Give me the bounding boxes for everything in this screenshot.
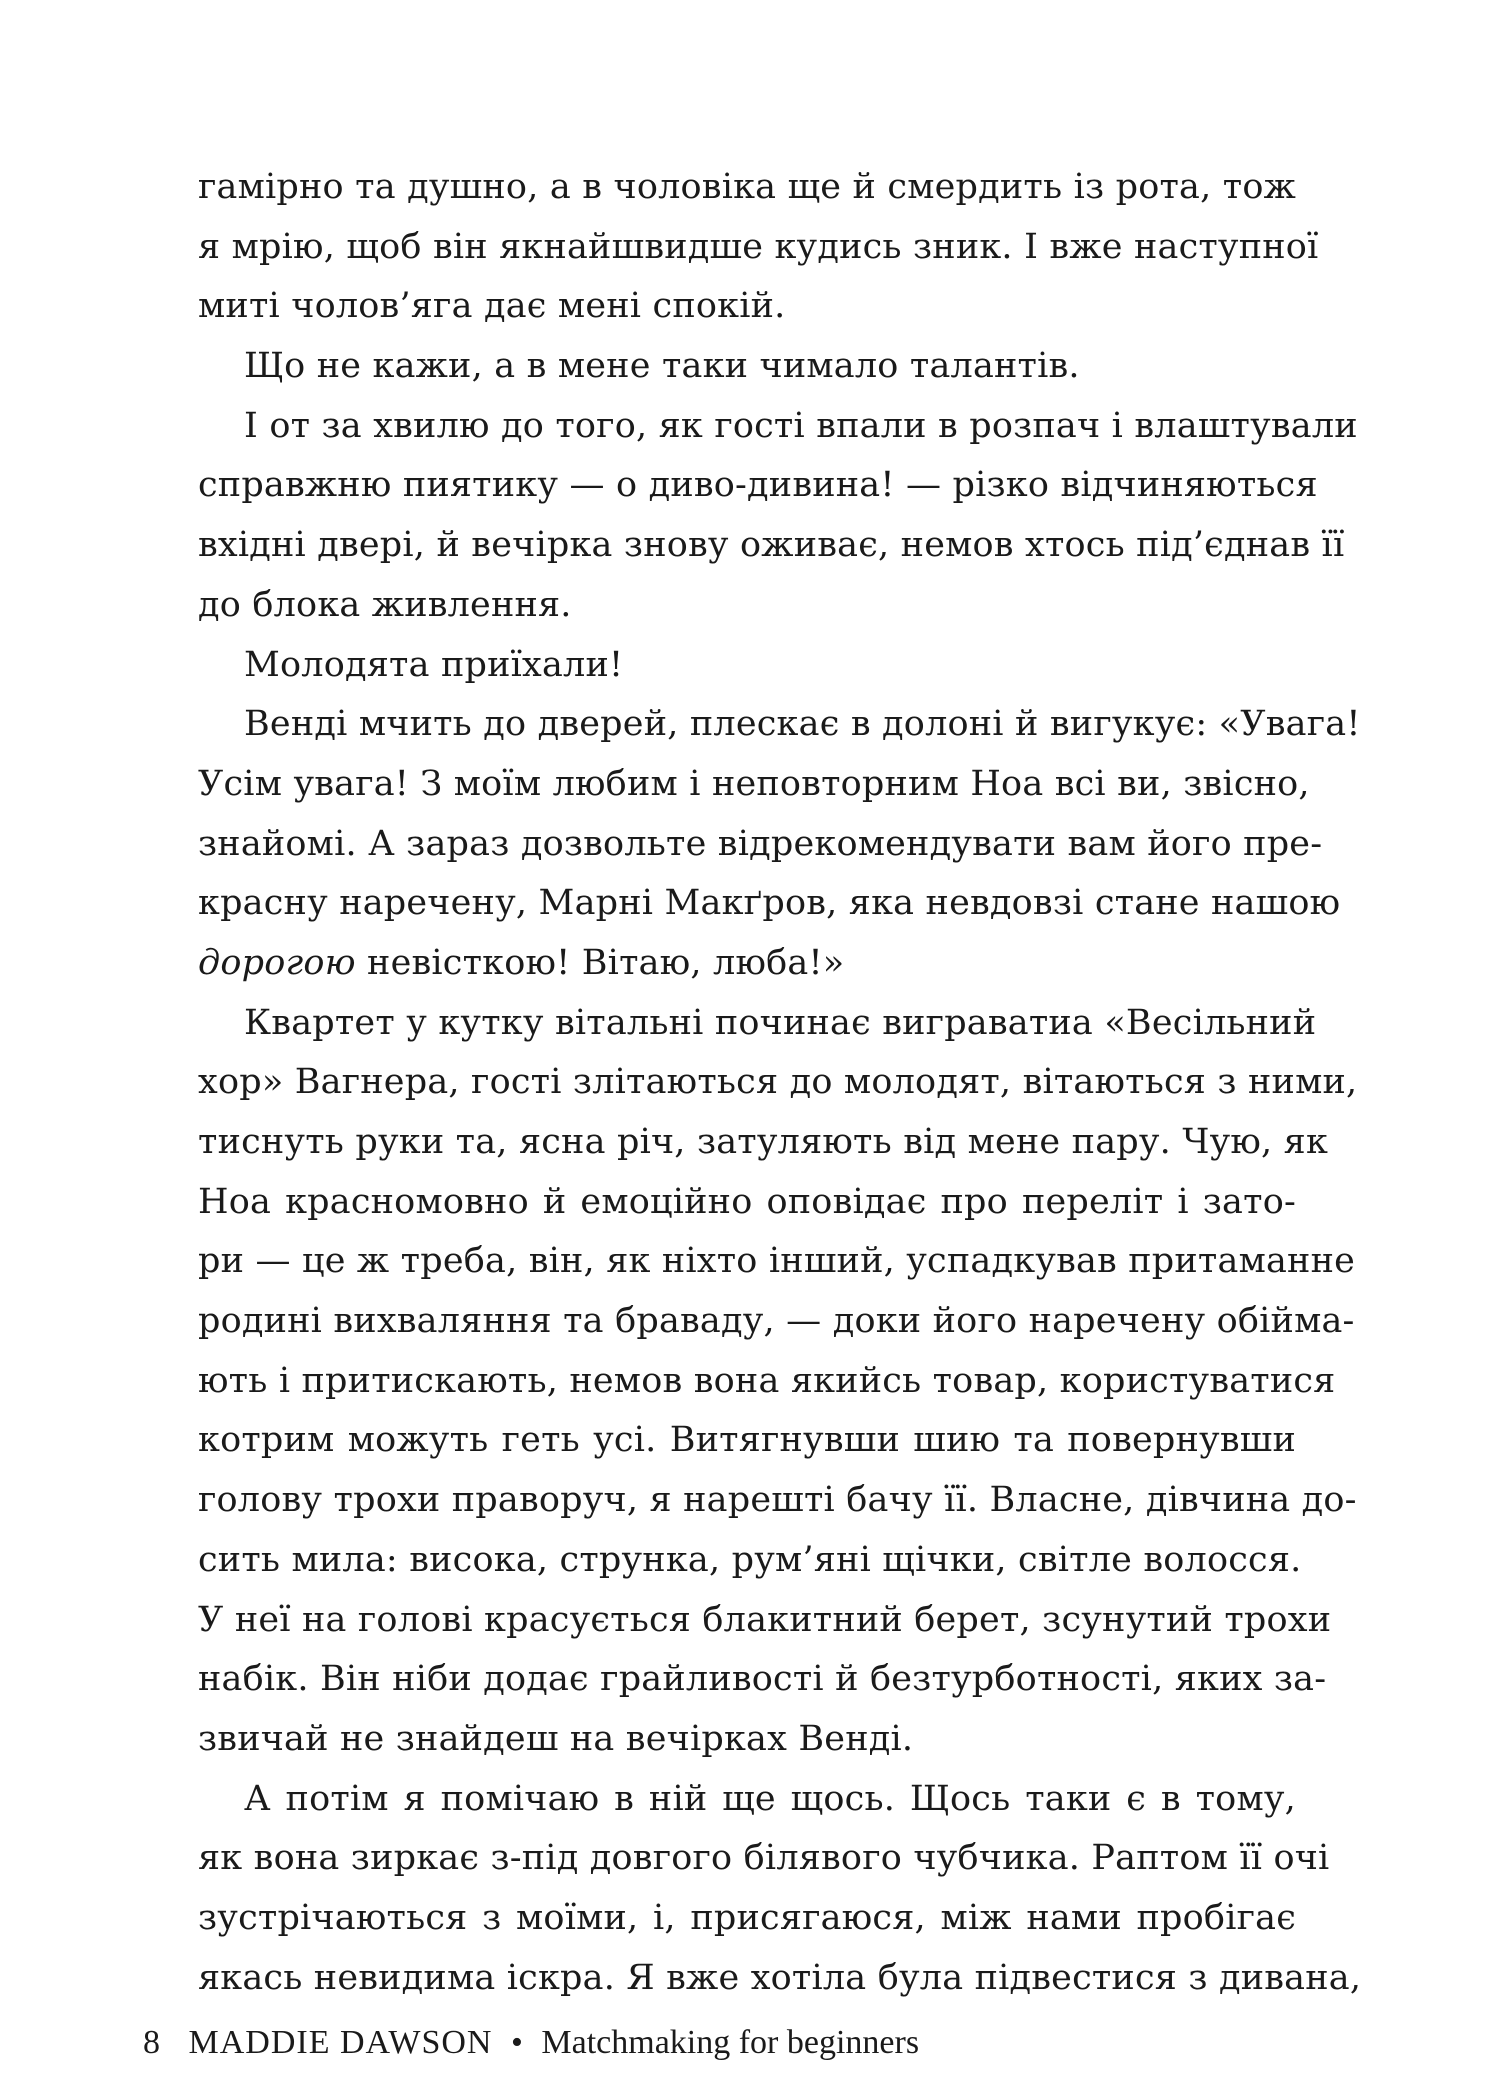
text-line: вхідні двері, й вечірка знову оживає, немов хтось під’єднав її [198, 525, 1345, 566]
text-line: сить мила: висока, струнка, рум’яні щічки, світле волосся. [198, 1539, 1302, 1580]
page-number: 8 [143, 2024, 160, 2061]
text-line: котрим можуть геть усі. Витягнувши шию та повернувши [198, 1420, 1296, 1461]
text-line: ють і притискають, немов вона якийсь товар, користуватися [198, 1360, 1336, 1401]
book-title: Matchmaking for beginners [541, 2024, 920, 2061]
text-line: Що не кажи, а в мене таки чимало талантів. [244, 346, 1080, 387]
text-line: знайомі. А зараз дозвольте відрекомендувати вам його пре- [198, 823, 1323, 864]
text-line: як вона зиркає з-під довгого білявого чубчика. Раптом її очі [198, 1838, 1330, 1879]
bullet-separator: • [510, 2024, 523, 2061]
text-line: набік. Він ніби додає грайливості й безтурботності, яких за- [198, 1659, 1327, 1700]
text-line: Венді мчить до дверей, плескає в долоні й вигукує: «Увага! [244, 704, 1361, 745]
text-line: до блока живлення. [198, 584, 572, 625]
text-line: хор» Вагнера, гості злітаються до молодят, вітаються з ними, [198, 1062, 1358, 1103]
text-line: Молодята приїхали! [244, 644, 624, 685]
text-line: Квартет у кутку вітальні починає виграватиа «Весільний [244, 1002, 1317, 1043]
text-line [198, 934, 1296, 994]
text-line: я мрію, щоб він якнайшвидше кудись зник. І вже наступної [198, 226, 1319, 267]
text-line: голову трохи праворуч, я нарешті бачу її. Власне, дівчина до- [198, 1480, 1357, 1521]
italic-word: дорогою [198, 942, 356, 983]
body-text [198, 158, 1362, 2008]
text-line: А потім я помічаю в ній ще щось. Щось таки є в тому, [244, 1778, 1296, 1819]
text-line: У неї на голові красується блакитний берет, зсунутий трохи [198, 1599, 1332, 1640]
text-line: родині вихваляння та браваду, — доки його наречену обійма- [198, 1301, 1355, 1342]
text-line: І от за хвилю до того, як гості впали в розпач і влаштували [244, 405, 1358, 446]
text-line: Ноа красномовно й емоційно оповідає про переліт і зато- [198, 1181, 1296, 1222]
text-line: миті чолов’яга дає мені спокій. [198, 286, 786, 327]
text-line: ри — це ж треба, він, як ніхто інший, успадкував притаманне [198, 1241, 1356, 1282]
text-line: звичай не знайдеш на вечірках Венді. [198, 1718, 914, 1759]
text-line: Усім увага! З моїм любим і неповторним Ноа всі ви, звісно, [198, 763, 1310, 804]
text-line: якась невидима іскра. Я вже хотіла була підвестися з дивана, [198, 1957, 1362, 1998]
text-fragment: невісткою! Вітаю, люба!» [355, 942, 845, 983]
text-line: зустрічаються з моїми, і, присягаюся, між нами пробігає [198, 1897, 1296, 1938]
text-line: тиснуть руки та, ясна річ, затуляють від мене пару. Чую, як [198, 1122, 1329, 1162]
author-name: MADDIE DAWSON [188, 2024, 493, 2061]
text-line: гамірно та душно, а в чоловіка ще й смердить із рота, тож [198, 167, 1296, 207]
text-line: справжню пиятику — о диво-дивина! — різко відчиняються [198, 465, 1318, 506]
text-line: красну наречену, Марні Макґров, яка невдовзі стане нашою [198, 883, 1341, 924]
running-footer [143, 2018, 919, 2068]
